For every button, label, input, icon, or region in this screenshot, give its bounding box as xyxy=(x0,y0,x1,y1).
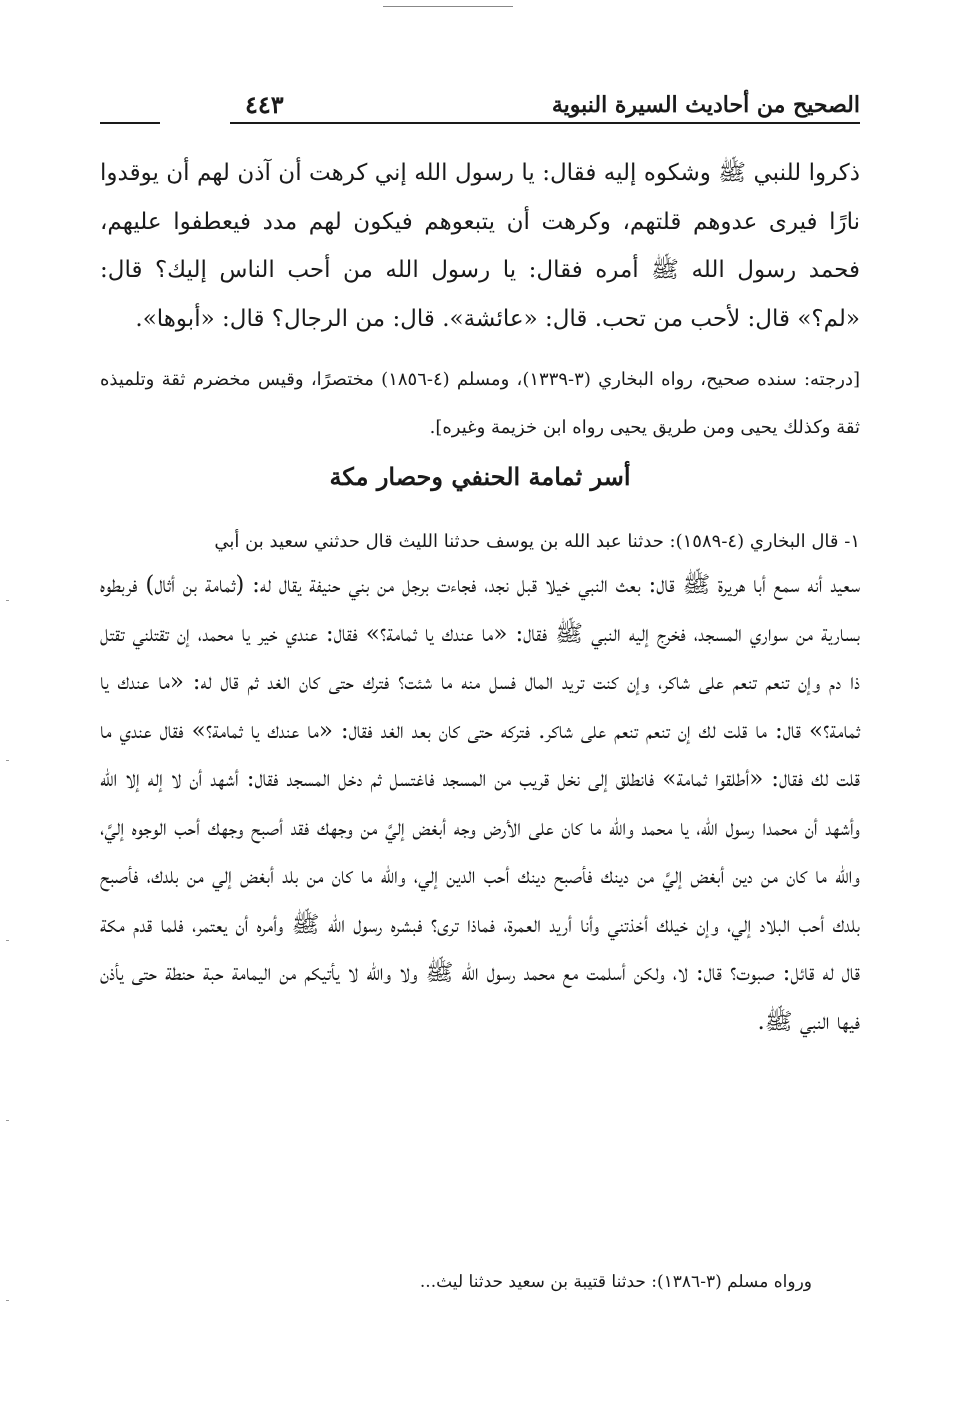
hadith-grading-note: [درجته: سنده صحيح، رواه البخاري (٣-١٣٣٩)، ومسلم (٤-١٨٥٦) مختصرًا، وقيس مخضرم ثقة وتلميذه ثقة وكذلك يحيى ومن طريق يحيى رواه ابن خزيمة وغيره]. xyxy=(100,369,860,438)
scan-edge-marks xyxy=(4,600,12,1380)
hadith-chain-intro: ١- قال البخاري (٤-١٥٨٩): حدثنا عبد الله بن يوسف حدثنا الليث قال حدثني سعيد بن أبي xyxy=(214,531,860,552)
footnote-narration: ورواه مسلم (٣-١٣٨٦): حدثنا قتيبة بن سعيد حدثنا ليث... xyxy=(419,1272,812,1292)
page-header xyxy=(100,82,860,126)
section-title: أسر ثمامة الحنفي وحصار مكة xyxy=(329,462,631,491)
header-rule-short xyxy=(100,122,160,124)
paragraph-continuation: ذكروا للنبي ﷺ وشكوه إليه فقال: يا رسول الله إني كرهت أن آذن لهم أن يوقدوا نارًا فيرى عدوهم قلتهم، وكرهت أن يتبعوهم فيكون لهم مدد فيعطفوا عليهم، فحمد رسول الله ﷺ أمره فقال: يا رسول الله من أحب الناس إليك؟ قال: «لم؟» قال: لأحب من تحب. قال: «عائشة». قال: من الرجال؟ قال: «أبوها». xyxy=(100,160,860,332)
hadith-text: سعيد أنه سمع أبا هريرة ﷺ قال: بعث النبي خيلا قبل نجد، فجاءت برجل من بني حنيفة يقال له: (ثمامة بن أثال) فربطوه بسارية من سواري المسجد، فخرج إليه النبي ﷺ فقال: «ما عندك يا ثمامة؟» فقال: عندي خير يا محمد، إن تقتلني تقتل ذا دم وإن تنعم تنعم على شاكر، وإن كنت تريد المال فسل منه ما شئت؟ فترك حتى كان الغد ثم قال له: «ما عندك يا ثمامة؟» قال: ما قلت لك إن تنعم تنعم على شاكر. فتركه حتى كان بعد الغد فقال: «ما عندك يا ثمامة؟» فقال عندي ما قلت لك فقال: «أطلقوا ثمامة» فانطلق إلى نخل قريب من المسجد فاغتسل ثم دخل المسجد فقال: أشهد أن لا إله إلا الله وأشهد أن محمدا رسول الله، يا محمد والله ما كان على الأرض وجه أبغض إليَّ من وجهك فقد أصبح وجهك أحب الوجوه إليَّ، والله ما كان من دين أبغض إليَّ من دينك فأصبح دينك أحب الدين إلي، والله ما كان من بلد أبغض إلي من بلدك، فأصبح بلدك أحب البلاد إلي، وإن خيلك أخذتني وأنا أريد العمرة، فماذا ترى؟ فبشره رسول الله ﷺ وأمره أن يعتمر، فلما قدم مكة قال له قائل: صبوت؟ قال: لا، ولكن أسلمت مع محمد رسول الله ﷺ ولا والله لا يأتيكم من اليمامة حبة حنطة حتى يأذن فيها النبي ﷺ. xyxy=(100,572,861,1035)
top-edge-rule xyxy=(383,6,513,7)
header-rule xyxy=(230,122,860,124)
page-number: ٤٤٣ xyxy=(245,90,284,119)
running-title: الصحيح من أحاديث السيرة النبوية xyxy=(551,92,860,118)
